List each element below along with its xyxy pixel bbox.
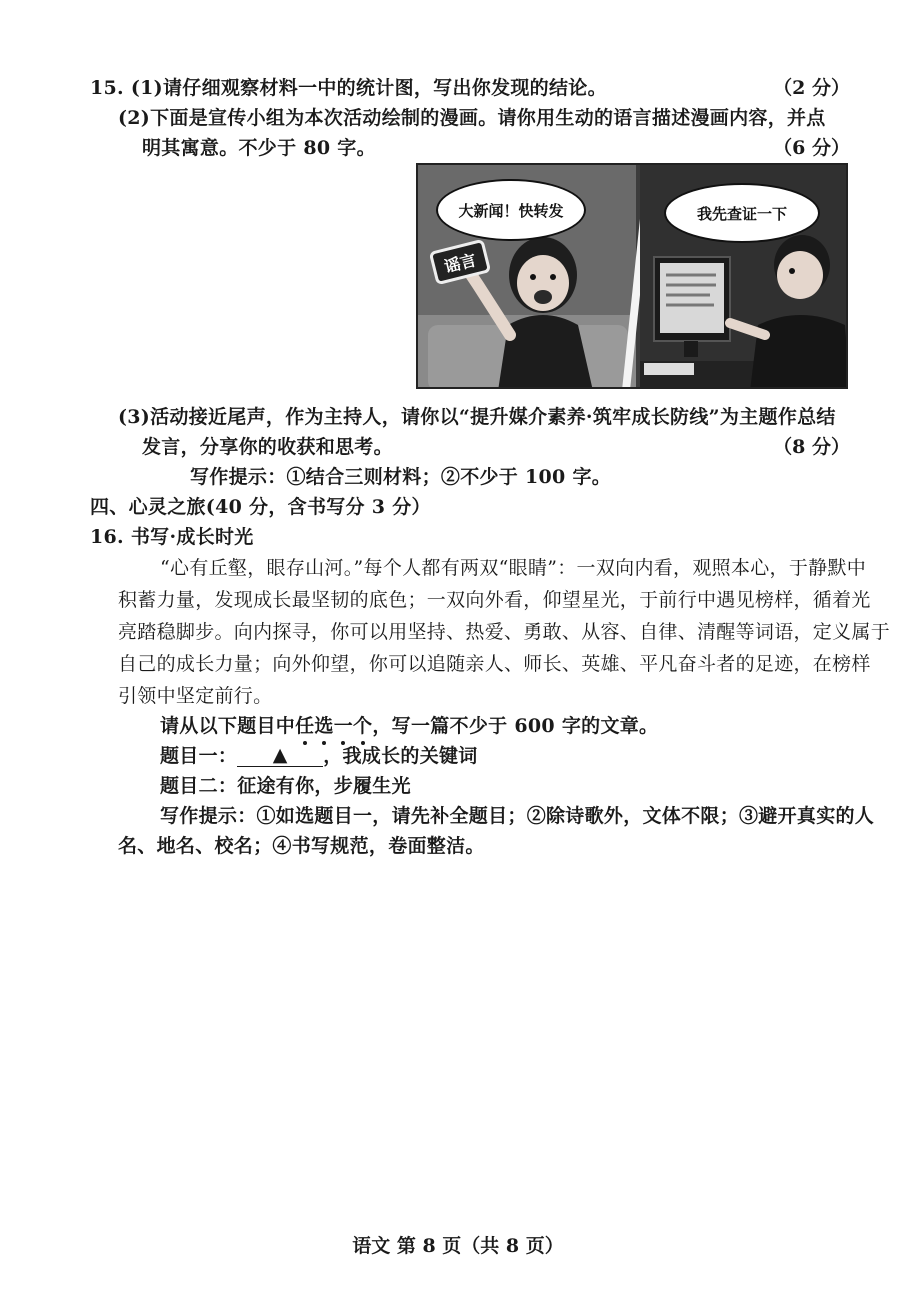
section-heading: 四、心灵之旅(40 分，含书写分 3 分） — [90, 496, 431, 518]
q15-part1-score: （2 分） — [773, 77, 850, 99]
q16-paragraph-line2: 积蓄力量，发现成长最坚韧的底色；一双向外看，仰望星光，于前行中遇见榜样，循着光 — [118, 589, 871, 611]
q16-instruction-pre: 请从以下题目中 — [160, 715, 296, 737]
rumor-phone-sign: 谣言 — [429, 239, 492, 286]
q16-instruction — [160, 713, 658, 739]
q16-topic1-blank: ▲ — [237, 744, 323, 767]
q16-tip-line2: 名、地名、校名；④书写规范，卷面整洁。 — [118, 835, 485, 857]
comic-illustration — [416, 163, 848, 389]
q16-paragraph-line5: 引领中坚定前行。 — [118, 685, 273, 707]
q15-part2-line1: (2)下面是宣传小组为本次活动绘制的漫画。请你用生动的语言描述漫画内容，并点 — [118, 107, 826, 129]
q15-part3-tip: 写作提示：①结合三则材料；②不少于 100 字。 — [190, 466, 612, 488]
emphasis-char: 任 — [295, 715, 315, 737]
comic-left-speech-bubble: 大新闻！快转发 — [436, 179, 586, 241]
q16-topic1-rest: ，我成长的关键词 — [323, 745, 478, 767]
q16-topic1-label: 题目一： — [160, 745, 238, 767]
q16-paragraph-line1: “心有丘壑，眼存山河。”每个人都有两双“眼睛”：一双向内看，观照本心，于静默中 — [160, 557, 867, 579]
q16-paragraph-line4: 自己的成长力量；向外仰望，你可以追随亲人、师长、英雄、平凡奋斗者的足迹，在榜样 — [118, 653, 871, 675]
emphasis-char: 选 — [314, 715, 334, 737]
q15-part2-line2: 明其寓意。不少于 80 字。 — [142, 137, 376, 159]
q16-topic1 — [160, 743, 478, 769]
q15-part2-score: （6 分） — [773, 137, 850, 159]
q16-title: 16. 书写·成长时光 — [90, 526, 254, 548]
page-footer: 语文 第 8 页（共 8 页） — [352, 1235, 564, 1257]
comic-left-panel — [418, 165, 636, 387]
comic-right-thought-bubble: 我先查证一下 — [664, 183, 820, 243]
q16-tip-line1: 写作提示：①如选题目一，请先补全题目；②除诗歌外，文体不限；③避开真实的人 — [160, 805, 875, 827]
q15-part3-line1: (3)活动接近尾声，作为主持人，请你以“提升媒介素养·筑牢成长防线”为主题作总结 — [118, 406, 836, 428]
q16-topic2: 题目二：征途有你，步履生光 — [160, 775, 411, 797]
q16-instruction-post: ，写一篇不少于 600 字的文章。 — [372, 715, 659, 737]
emphasis-char: 个 — [353, 715, 373, 737]
comic-right-panel — [640, 165, 848, 387]
emphasis-char: 一 — [333, 715, 354, 737]
q15-part1: 15. (1)请仔细观察材料一中的统计图，写出你发现的结论。 — [90, 77, 607, 99]
q16-instruction-emphasis — [295, 715, 372, 737]
q16-paragraph-line3: 亮踏稳脚步。向内探寻，你可以用坚持、热爱、勇敢、从容、自律、清醒等词语，定义属于 — [118, 621, 891, 643]
q15-part3-score: （8 分） — [773, 436, 850, 458]
q15-part3-line2: 发言，分享你的收获和思考。 — [142, 436, 393, 458]
